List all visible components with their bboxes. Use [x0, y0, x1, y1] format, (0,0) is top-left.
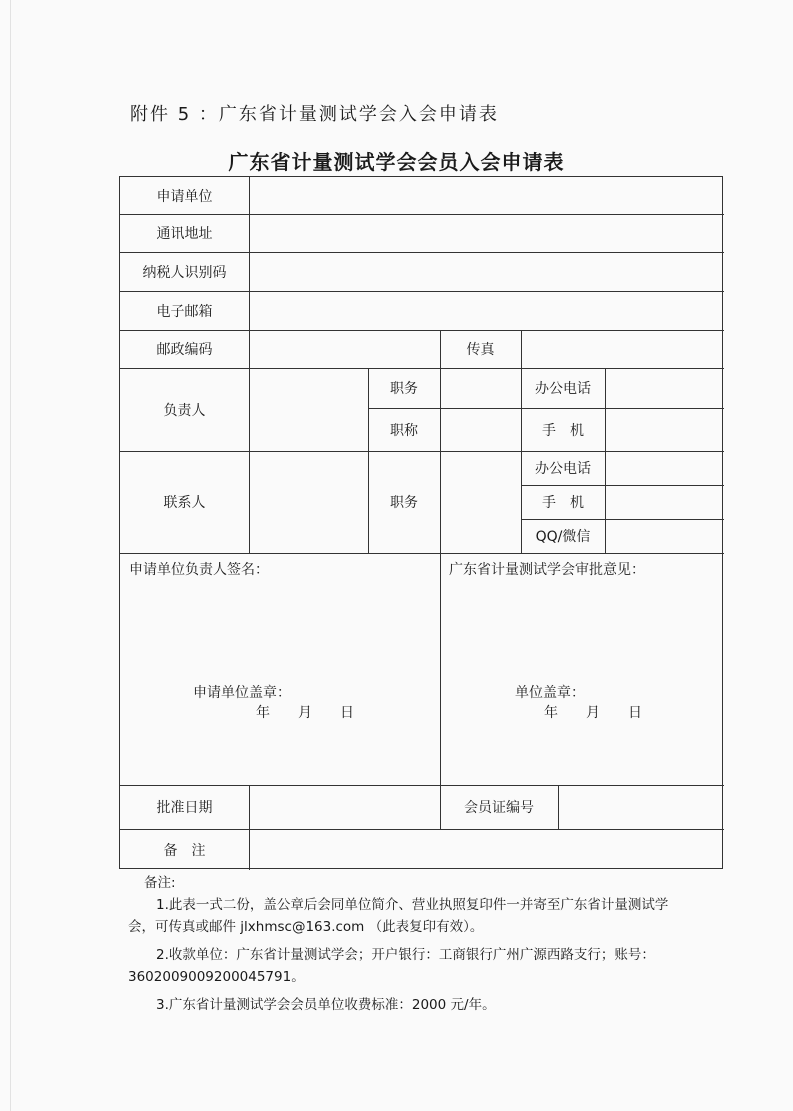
column-divider: [558, 785, 559, 829]
mailing-address-label: 通讯地址: [156, 226, 213, 242]
application-form-table: [119, 176, 723, 869]
approval-label: 广东省计量测试学会审批意见：: [449, 562, 645, 578]
attachment-heading: 附件 5 ：广东省计量测试学会入会申请表: [130, 104, 499, 125]
approval-date-label: 批准日期: [156, 800, 213, 816]
column-divider: [249, 785, 250, 870]
unit-seal-label: 单位盖章：: [515, 685, 585, 701]
applicant-seal-label: 申请单位盖章：: [193, 685, 291, 701]
form-title: 广东省计量测试学会会员入会申请表: [228, 150, 565, 174]
qq-wechat-label: QQ/微信: [535, 529, 591, 545]
member-cert-no-label: 会员证编号: [464, 800, 534, 816]
fax-label: 传真: [466, 342, 495, 358]
person-in-charge-label: 负责人: [163, 402, 206, 419]
remarks-label: 备 注: [163, 842, 206, 859]
postal-code-label: 邮政编码: [156, 342, 213, 358]
contact-office-phone-label: 办公电话: [535, 461, 591, 477]
position-label: 职务: [390, 381, 418, 397]
column-divider: [521, 330, 522, 368]
note-item: 3.广东省计量测试学会会员单位收费标准：2000 元/年。: [156, 997, 496, 1013]
column-divider: [605, 368, 606, 553]
notes-title: 备注:: [144, 875, 176, 891]
applicant-unit-label: 申请单位: [156, 188, 213, 205]
taxpayer-id-label: 纳税人识别码: [142, 264, 227, 281]
approval-date-line: 年 月 日: [544, 705, 642, 721]
note-item: 1.此表一式二份，盖公章后会同单位简介、营业执照复印件一并寄至广东省计量测试学会，可传真或邮件 jlxhmsc@163.com （此表复印有效）。: [128, 897, 669, 935]
title-label: 职称: [390, 422, 418, 439]
row-divider: [120, 553, 724, 554]
column-divider: [249, 177, 250, 553]
office-phone-label: 办公电话: [535, 381, 591, 397]
signature-label: 申请单位负责人签名：: [129, 562, 269, 578]
contact-mobile-label: 手 机: [542, 495, 584, 511]
column-divider: [440, 368, 441, 785]
email-label: 电子邮箱: [156, 303, 213, 320]
note-item: 2.收款单位：广东省计量测试学会；开户银行：工商银行广州广源西路支行；账号：3602009009200045791。: [128, 947, 655, 985]
contact-person-label: 联系人: [163, 495, 206, 511]
applicant-date-line: 年 月 日: [256, 705, 354, 721]
mobile-label: 手 机: [542, 422, 584, 439]
contact-position-label: 职务: [390, 495, 418, 511]
notes-section: [128, 872, 688, 1022]
